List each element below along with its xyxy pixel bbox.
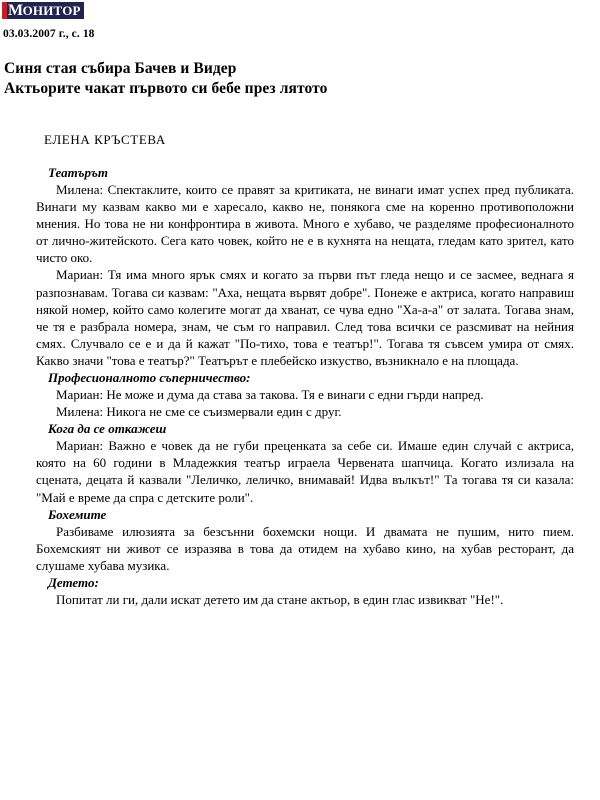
section-heading-koga-da-se-otkazhesh: Кога да се откажеш (48, 421, 167, 437)
paragraph: Мариан: Тя има много ярък смях и когато за първи път гледа нещо и се засмее, веднага я разпознавам. Тогава си казвам: "Аха, нещата вървят добре". Понеже е актриса, когато направиш някой номер, който само колегите могат да хванат, се чува едно "Ха-а-а" от залата. Тогава знам, че тя е разбрала номера, знам, че съм го направил. След това всички се разсмиват на нейния смях. Случвало се е и да й кажат "По-тихо, това е театър!". Тогава тя съвсем умира от смях. Какво значи "това е театър?" Театърът е плебейско изкуство, възникнало е на площада. (36, 267, 574, 368)
headline-primary: Синя стая събира Бачев и Видер (4, 60, 237, 77)
paragraph: Разбиваме илюзията за безсънни бохемски нощи. И двамата не пушим, нито пием. Бохемският ни живот се изразява в това да отидем на хубаво кино, на хубав ресторант, да слушаме хубава музика. (36, 523, 574, 573)
paragraph: Милена: Спектаклите, които се правят за критиката, не винаги имат успех пред публиката. Винаги му казвам какво ми е харесало, какво не, понякога сме на коренно противоположни мнения. Но това не ни конфронтира в живота. Много е хубаво, че разделяме професионалното от лично-житейското. Сега като човек, който не е в кухнята на нещата, гледам като зрител, като чисто око. (36, 182, 574, 266)
paragraph: Попитат ли ги, дали искат детето им да стане актьор, в един глас извикват "Не!". (56, 591, 504, 607)
logo-initial-letter: М (8, 2, 23, 19)
byline-author: ЕЛЕНА КРЪСТЕВА (44, 132, 166, 147)
section-heading-deteto: Детето: (48, 574, 99, 590)
issue-date-line: 03.03.2007 г., с. 18 (3, 28, 95, 40)
headline-secondary: Актьорите чакат първото си бебе през лятото (4, 80, 328, 97)
masthead (2, 2, 84, 24)
section-heading-profesionalnoto-supernichestvo: Професионалното съперничество: (48, 370, 251, 386)
section-heading-teatarat: Театърът (48, 165, 108, 180)
article-body (0, 132, 600, 608)
logo-wordmark-text: ОНИТОР (22, 2, 81, 18)
section-heading-bohemite: Бохемите (48, 506, 107, 522)
monitor-logo (2, 2, 84, 19)
headline-block (4, 59, 600, 99)
paragraph: Милена: Никога не сме се съизмервали един с друг. (56, 404, 342, 420)
paragraph: Мариан: Не може и дума да става за такова. Тя е винаги с едни гърди напред. (56, 387, 484, 403)
paragraph: Мариан: Важно е човек да не губи преценката за себе си. Имаше един случай с актриса, която на 60 години в Младежкия театър играела Червената шапчица. Когато излизала на сцената, децата й казвали "Леличко, леличко, внимавай! Идва вълкът!" Та тогава тя си казала: "Май е време да спра с детските роли". (36, 438, 574, 505)
